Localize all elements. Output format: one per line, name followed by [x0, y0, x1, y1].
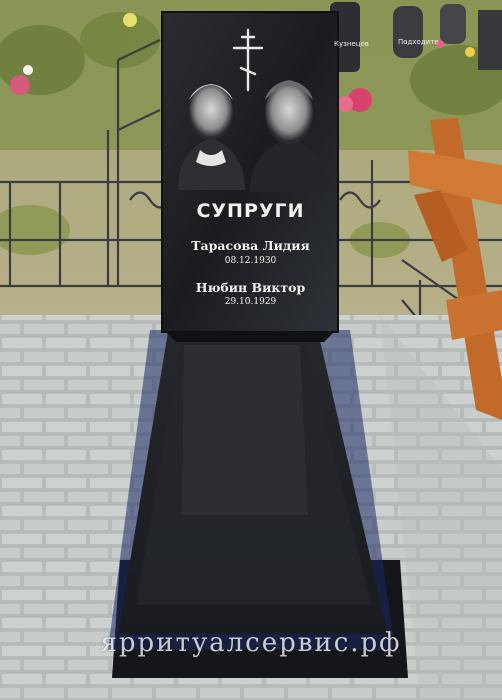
background-plaque-2: Кузнецов [334, 40, 369, 48]
person-2-name: Нюбин Виктор [195, 280, 306, 295]
person-2-date: 29.10.1929 [224, 297, 277, 307]
watermark-text: ярритуалсервис.рф [100, 628, 402, 658]
headstone-title: СУПРУГИ [196, 200, 305, 222]
person-1-date: 08.12.1930 [224, 256, 277, 266]
person-1-name: Тарасова Лидия [191, 238, 310, 253]
headstone-reflection [182, 345, 308, 515]
background-plaque-1: Подходите [398, 38, 439, 46]
